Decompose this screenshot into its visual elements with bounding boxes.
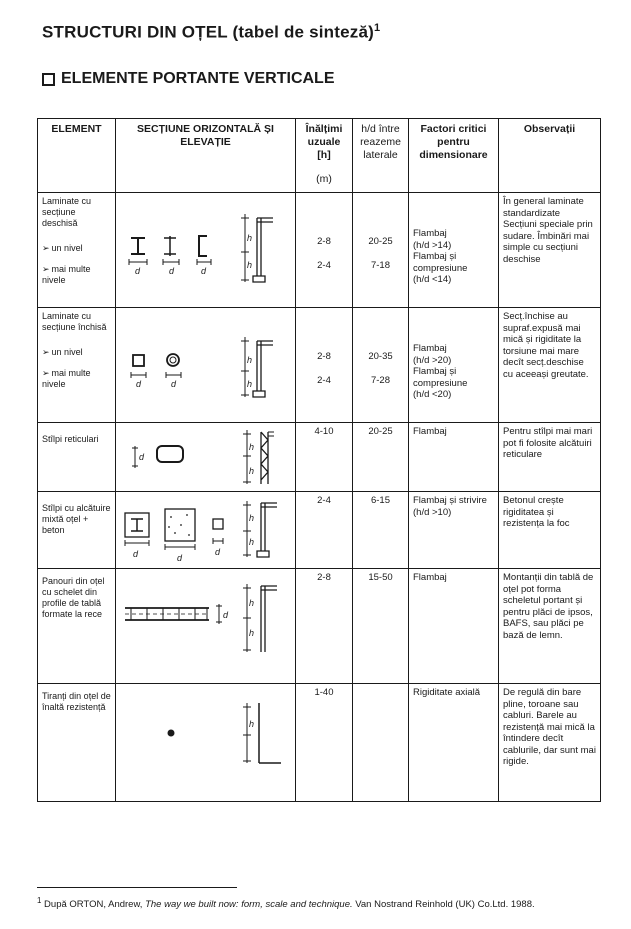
dim-h-label: h [246, 260, 252, 270]
factor-cell: Flambaj [409, 569, 499, 684]
dim-h-label: h [248, 537, 254, 547]
dim-d-label: d [200, 266, 206, 276]
section-sketch-cell [116, 308, 296, 423]
section-sketch-cell [116, 492, 296, 569]
table-row [38, 193, 601, 308]
dim-h-label: h [248, 719, 254, 729]
factor-text: Flambaj [413, 343, 447, 354]
hd-cell [353, 308, 409, 423]
hd-value: 7-18 [370, 259, 390, 271]
dim-d-label: d [176, 553, 182, 563]
hd-cell: 20-25 [353, 423, 409, 492]
element-sub-single: ➢ un nivel [42, 243, 111, 254]
footnote-publisher: Van Nostrand Reinhold (UK) Co.Ltd. 1988. [355, 899, 535, 911]
obs-cell: În general laminate standardizate Secțiuni speciale prin sudare. Îmbinări mai simple cu secțiuni deschise [499, 193, 601, 308]
header-section: SECȚIUNE ORIZONTALĂ ȘI ELEVAȚIE [116, 119, 296, 193]
height-value: 2-8 [317, 236, 331, 247]
element-cell [38, 569, 116, 684]
hd-value: 20-25 [368, 236, 393, 247]
element-cell [38, 423, 116, 492]
height-cell [296, 193, 353, 308]
height-cell: 1-40 [296, 684, 353, 802]
open-section-sketch [121, 196, 291, 301]
table-row [38, 492, 601, 569]
channel-section-icon [199, 236, 207, 256]
dim-h-label: h [246, 233, 252, 243]
dim-h-label: h [248, 513, 254, 523]
element-label: Panouri din oțel cu schelet din profile de tablă formate la rece [42, 576, 105, 619]
dim-d-label: d [135, 379, 141, 389]
dim-d-label: d [132, 549, 138, 559]
hd-cell [353, 193, 409, 308]
dim-h-label: h [248, 628, 254, 638]
cold-formed-panel-sketch [121, 572, 291, 677]
dim-h-label: h [246, 379, 252, 389]
rectangular-tube-icon [133, 355, 144, 366]
composite-column-sketch [121, 495, 291, 565]
title-footnote-mark: 1 [374, 22, 381, 34]
lattice-elevation-icon [261, 432, 268, 484]
obs-cell: Betonul crește rigiditatea și rezistența la foc [499, 492, 601, 569]
header-element: ELEMENT [38, 119, 116, 193]
table-row [38, 423, 601, 492]
header-height-unit: (m) [316, 173, 332, 186]
factor-text: (h/d <20) [413, 389, 452, 401]
page-title [42, 22, 380, 43]
dim-d-label: d [214, 547, 220, 557]
factor-cell: Rigiditate axială [409, 684, 499, 802]
factor-text: Flambaj și compresiune [413, 366, 468, 389]
factor-cell [409, 308, 499, 423]
element-cell [38, 308, 116, 423]
element-sub-multi: ➢ mai multe nivele [42, 368, 111, 390]
dim-h-label: h [246, 355, 252, 365]
footnote-divider [37, 887, 237, 888]
section-sketch-cell [116, 684, 296, 802]
element-cell [38, 684, 116, 802]
dim-d-label: d [168, 266, 174, 276]
factor-cell: Flambaj și strivire (h/d >10) [409, 492, 499, 569]
height-value: 2-8 [317, 351, 331, 362]
dim-d-label: d [222, 610, 228, 620]
section-sketch-cell [116, 423, 296, 492]
element-cell [38, 193, 116, 308]
synthesis-table [37, 118, 601, 802]
header-height-label: Înălțimi uzuale [h] [305, 123, 343, 161]
obs-cell: Secț.închise au supraf.expusă mai mică și rigiditate la torsiune mai mare decît secț.deschise cu aceeași greutate. [499, 308, 601, 423]
table-header-row [38, 119, 601, 193]
factor-text: (h/d >14) [413, 239, 452, 251]
factor-cell [409, 193, 499, 308]
element-sub-multi: ➢ mai multe nivele [42, 264, 111, 286]
hd-cell: 6-15 [353, 492, 409, 569]
section-sketch-cell [116, 569, 296, 684]
hd-value: 7-28 [370, 374, 390, 386]
height-value: 2-4 [317, 374, 331, 386]
header-hd [353, 119, 409, 193]
header-height [296, 119, 353, 193]
element-sub-single: ➢ un nivel [42, 347, 111, 358]
element-label: Stîlpi cu alcătuire mixtă oțel + beton [42, 503, 111, 535]
dim-h-label: h [248, 442, 254, 452]
subtitle-text: ELEMENTE PORTANTE VERTICALE [61, 70, 335, 87]
dim-d-label: d [134, 266, 140, 276]
obs-cell: De regulă din bare pline, toroane sau cabluri. Barele au rezistență mai mică la întindere decît cablurile, dar sunt mai rigide. [499, 684, 601, 802]
header-obs: Observații [499, 119, 601, 193]
height-cell: 4-10 [296, 423, 353, 492]
element-label: Stîlpi reticulari [42, 434, 99, 444]
element-cell [38, 492, 116, 569]
tie-rod-sketch [121, 687, 291, 795]
solid-bar-section-icon [167, 730, 174, 737]
factor-text: (h/d >20) [413, 354, 452, 366]
h-section-icon [164, 236, 176, 256]
i-beam-icon [131, 238, 145, 254]
closed-section-sketch [121, 311, 291, 416]
footnote-mark: 1 [37, 896, 42, 905]
lattice-section-icon [157, 446, 183, 462]
element-label: Tiranți din oțel de înaltă rezistență [42, 691, 111, 712]
hd-cell: 15-50 [353, 569, 409, 684]
dim-h-label: h [248, 598, 254, 608]
header-hd-label: h/d între reazeme laterale [360, 123, 401, 161]
footnote-book-title: The way we built now: form, scale and technique. [145, 899, 353, 911]
lattice-column-sketch [121, 426, 291, 488]
obs-cell: Montanții din tablă de oțel pot forma scheletul portant și pentru plăci de ipsos, BAFS, sau plăci pe bază de lemn. [499, 569, 601, 684]
dim-h-label: h [248, 466, 254, 476]
factor-text: (h/d <14) [413, 274, 452, 286]
table-row [38, 569, 601, 684]
height-cell: 2-4 [296, 492, 353, 569]
footnote [37, 896, 535, 910]
height-value: 2-4 [317, 259, 331, 271]
concrete-filled-section-icon [165, 509, 195, 541]
section-sketch-cell [116, 193, 296, 308]
dim-d-label: d [138, 452, 144, 462]
dim-d-label: d [170, 379, 176, 389]
header-factors: Factori critici pentru dimensionare [409, 119, 499, 193]
hd-value: 20-35 [368, 351, 393, 362]
height-cell: 2-8 [296, 569, 353, 684]
height-cell [296, 308, 353, 423]
table-row [38, 684, 601, 802]
element-label: Laminate cu secțiune deschisă [42, 196, 92, 228]
factor-cell: Flambaj [409, 423, 499, 492]
section-subtitle [42, 70, 335, 88]
table-row [38, 308, 601, 423]
tie-rod-elevation-icon [259, 703, 281, 763]
title-text: STRUCTURI DIN OȚEL (tabel de sinteză) [42, 22, 375, 42]
hd-cell [353, 684, 409, 802]
element-label: Laminate cu secțiune închisă [42, 311, 107, 332]
factor-text: Flambaj [413, 228, 447, 239]
circular-tube-icon [167, 354, 179, 366]
factor-text: Flambaj și compresiune [413, 251, 468, 274]
checkbox-square-icon [42, 73, 55, 86]
obs-cell: Pentru stîlpi mai mari pot fi folosite alcătuiri reticulare [499, 423, 601, 492]
footnote-prefix: După ORTON, Andrew, [44, 899, 143, 911]
small-tube-icon [213, 519, 223, 529]
